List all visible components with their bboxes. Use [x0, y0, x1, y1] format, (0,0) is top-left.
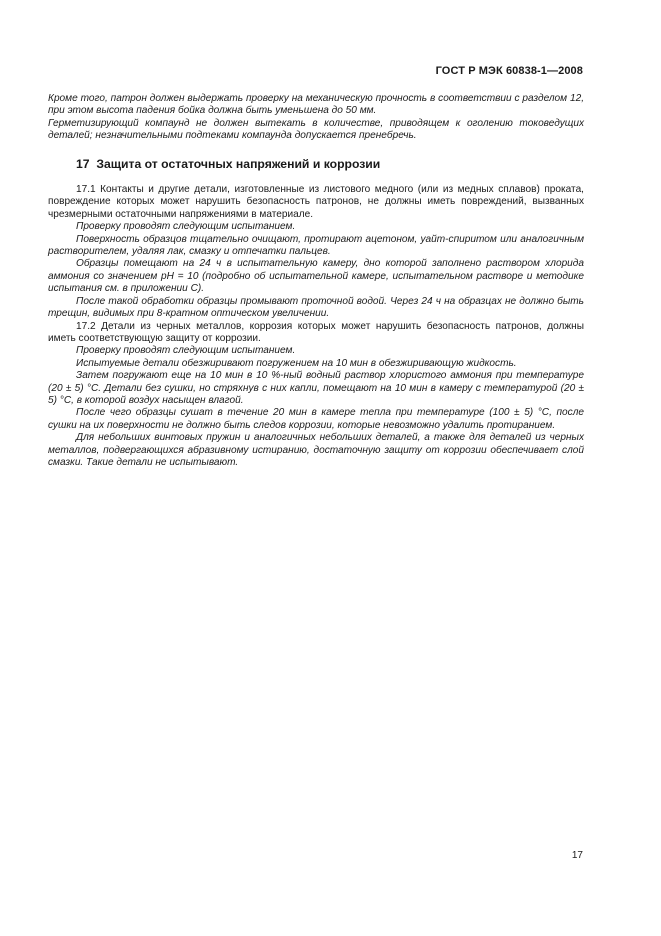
paragraph — [48, 296, 584, 321]
paragraph — [48, 432, 584, 469]
paragraph-text: Образцы помещают на 24 ч в испытательную камеру, дно которой заполнено раствором хлорида аммония со значением pH = 10 (подробно об испытательной камере, испытательном растворе и методике испытания см. в приложении С). — [48, 258, 584, 295]
paragraph — [48, 221, 584, 233]
section-number: 17 — [76, 156, 90, 171]
paragraph-text: Испытуемые детали обезжиривают погружением на 10 мин в обезжиривающую жидкость. — [76, 357, 517, 369]
paragraph — [48, 93, 584, 118]
paragraph-text: После такой обработки образцы промывают проточной водой. Через 24 ч на образцах не должно быть трещин, видимых при 8-кратном оптическом увеличении. — [48, 295, 584, 320]
paragraph-text: Проверку проводят следующим испытанием. — [76, 221, 296, 233]
paragraph-text: Для небольших винтовых пружин и аналогичных небольших деталей, а также для деталей из черных металлов, подвергающихся абразивному истиранию, достаточную защиту от коррозии обеспечивает слой смазки. Такие детали не испытывают. — [48, 432, 584, 468]
paragraph-text: 17.2 Детали из черных металлов, коррозия которых может нарушить безопасность патронов, должны иметь соответствующую защиту от коррозии. — [48, 320, 584, 344]
paragraph-text: Проверку проводят следующим испытанием. — [76, 345, 296, 357]
paragraph-text: 17.1 Контакты и другие детали, изготовленные из листового медного (или из медных сплавов) проката, повреждение которых может нарушить безопасность патронов, не должны иметь повреждений, вызванных чрезмерными остаточными напряжениями в материале. — [48, 184, 584, 220]
paragraph-text: Кроме того, патрон должен выдержать проверку на механическую прочность в соответствии с разделом 12, при этом высота падения бойка должна быть уменьшена до 50 мм. — [48, 93, 584, 117]
paragraph-text: Поверхность образцов тщательно очищают, протирают ацетоном, уайт-спиритом или аналогичным растворителем, удаляя лак, смазку и отпечатки пальцев. — [48, 233, 584, 258]
paragraph — [48, 407, 584, 432]
paragraph — [48, 358, 584, 370]
paragraph — [48, 370, 584, 407]
paragraph-text: После чего образцы сушат в течение 20 мин в камере тепла при температуре (100 ± 5) °С, после сушки на их поверхности не должно быть следов коррозии, которые невозможно удалить протиранием. — [48, 407, 584, 431]
paragraph — [48, 184, 584, 221]
paragraph — [48, 345, 584, 357]
paragraph-text: Герметизирующий компаунд не должен вытекать в количестве, приводящем к оголению токоведущих деталей; незначительными подтеками компаунда допускается пренебречь. — [48, 117, 584, 142]
paragraph — [48, 118, 584, 143]
page-body — [48, 93, 584, 469]
paragraph — [48, 234, 584, 259]
section-heading — [76, 158, 584, 170]
document-code-header: ГОСТ Р МЭК 60838-1—2008 — [435, 65, 583, 77]
paragraph — [48, 321, 584, 346]
paragraph-text: Затем погружают еще на 10 мин в 10 %-ный водный раствор хлористого аммония при температуре (20 ± 5) °С. Детали без сушки, но стряхнув с них капли, помещают на 10 мин в камеру с температурой (20 ± 5) °С, в которой воздух насыщен влагой. — [48, 370, 584, 406]
paragraph — [48, 258, 584, 295]
section-title: Защита от остаточных напряжений и коррозии — [96, 156, 381, 171]
page-number: 17 — [571, 850, 583, 861]
